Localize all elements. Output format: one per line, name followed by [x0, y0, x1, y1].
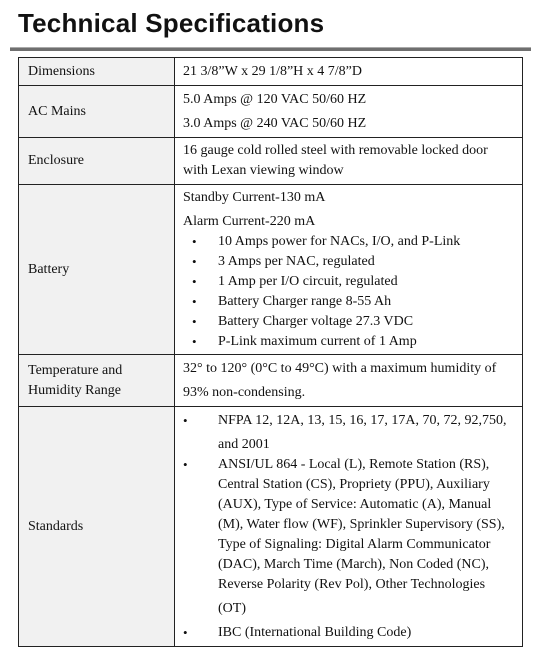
bullet-icon: • [192, 293, 197, 309]
list-item-text: Battery Charger range 8-55 Ah [218, 293, 392, 309]
standards-bullet-list [183, 411, 514, 643]
list-item-line: and 2001 [218, 436, 270, 452]
label-line: Humidity Range [28, 382, 121, 398]
list-item-line: Central Station (CS), Propriety (PPU), Auxiliary [218, 476, 490, 492]
value-line: 3.0 Amps @ 240 VAC 50/60 HZ [183, 115, 367, 131]
list-item-line: NFPA 12, 12A, 13, 15, 16, 17, 17A, 70, 72, 92,750, [218, 412, 507, 428]
list-item [183, 312, 514, 332]
row-value [175, 185, 523, 355]
table-row-dimensions [19, 58, 523, 86]
list-item-line: Reverse Polarity (Rev Pol), Other Technologies [218, 576, 486, 592]
table-row-temperature [19, 355, 523, 407]
value-line: 21 3/8”W x 29 1/8”H x 4 7/8”D [183, 63, 362, 79]
list-item [183, 411, 514, 455]
value-line: with Lexan viewing window [183, 163, 344, 178]
label-line: Temperature and [28, 362, 123, 378]
list-item [183, 623, 514, 643]
bullet-icon: • [183, 624, 188, 640]
value-line: Standby Current-130 mA [183, 189, 326, 205]
table-row-ac-mains [19, 86, 523, 138]
bullet-icon: • [183, 456, 188, 472]
row-value [175, 407, 523, 647]
bullet-icon: • [192, 333, 197, 349]
bullet-icon: • [192, 233, 197, 249]
table-row-battery [19, 185, 523, 355]
list-item [183, 292, 514, 312]
list-item-text: 3 Amps per NAC, regulated [218, 253, 375, 269]
table-row-enclosure [19, 138, 523, 185]
row-value [175, 355, 523, 407]
bullet-icon: • [183, 412, 188, 428]
list-item-line: (M), Water flow (WF), Sprinkler Supervisory (SS), [218, 516, 505, 532]
specifications-table [18, 57, 523, 647]
value-line: Alarm Current-220 mA [183, 213, 316, 229]
list-item-line: (AUX), Type of Service: Automatic (A), Manual [218, 496, 492, 512]
list-item [183, 232, 514, 252]
list-item [183, 332, 514, 352]
list-item-text: 1 Amp per I/O circuit, regulated [218, 273, 398, 289]
value-line: 5.0 Amps @ 120 VAC 50/60 HZ [183, 91, 367, 107]
value-line: 16 gauge cold rolled steel with removable locked door [183, 143, 488, 158]
value-line: 32° to 120° (0°C to 49°C) with a maximum humidity of [183, 360, 497, 376]
bullet-icon: • [192, 313, 197, 329]
row-label: Dimensions [19, 58, 175, 86]
row-label: Enclosure [19, 138, 175, 185]
list-item [183, 455, 514, 619]
list-item-line: ANSI/UL 864 - Local (L), Remote Station (RS), [218, 456, 490, 472]
list-item-line: IBC (International Building Code) [218, 624, 412, 640]
list-item-text: 10 Amps power for NACs, I/O, and P-Link [218, 233, 461, 249]
list-item-line: (DAC), March Time (March), Non Coded (NC), [218, 556, 490, 572]
row-label: Battery [19, 185, 175, 355]
bullet-icon: • [192, 253, 197, 269]
title-divider [10, 47, 531, 51]
list-item [183, 272, 514, 292]
row-label [19, 355, 175, 407]
row-value [175, 86, 523, 138]
row-value [175, 58, 523, 86]
table-row-standards [19, 407, 523, 647]
bullet-icon: • [192, 273, 197, 289]
list-item-text: P-Link maximum current of 1 Amp [218, 333, 417, 349]
list-item-line: Type of Signaling: Digital Alarm Communicator [218, 536, 491, 552]
value-line: 93% non-condensing. [183, 384, 306, 400]
row-label: Standards [19, 407, 175, 647]
list-item [183, 252, 514, 272]
row-value [175, 138, 523, 185]
list-item-line: (OT) [218, 600, 246, 616]
list-item-text: Battery Charger voltage 27.3 VDC [218, 313, 414, 329]
row-label: AC Mains [19, 86, 175, 138]
page-title: Technical Specifications [18, 8, 325, 38]
battery-bullet-list [183, 232, 514, 352]
